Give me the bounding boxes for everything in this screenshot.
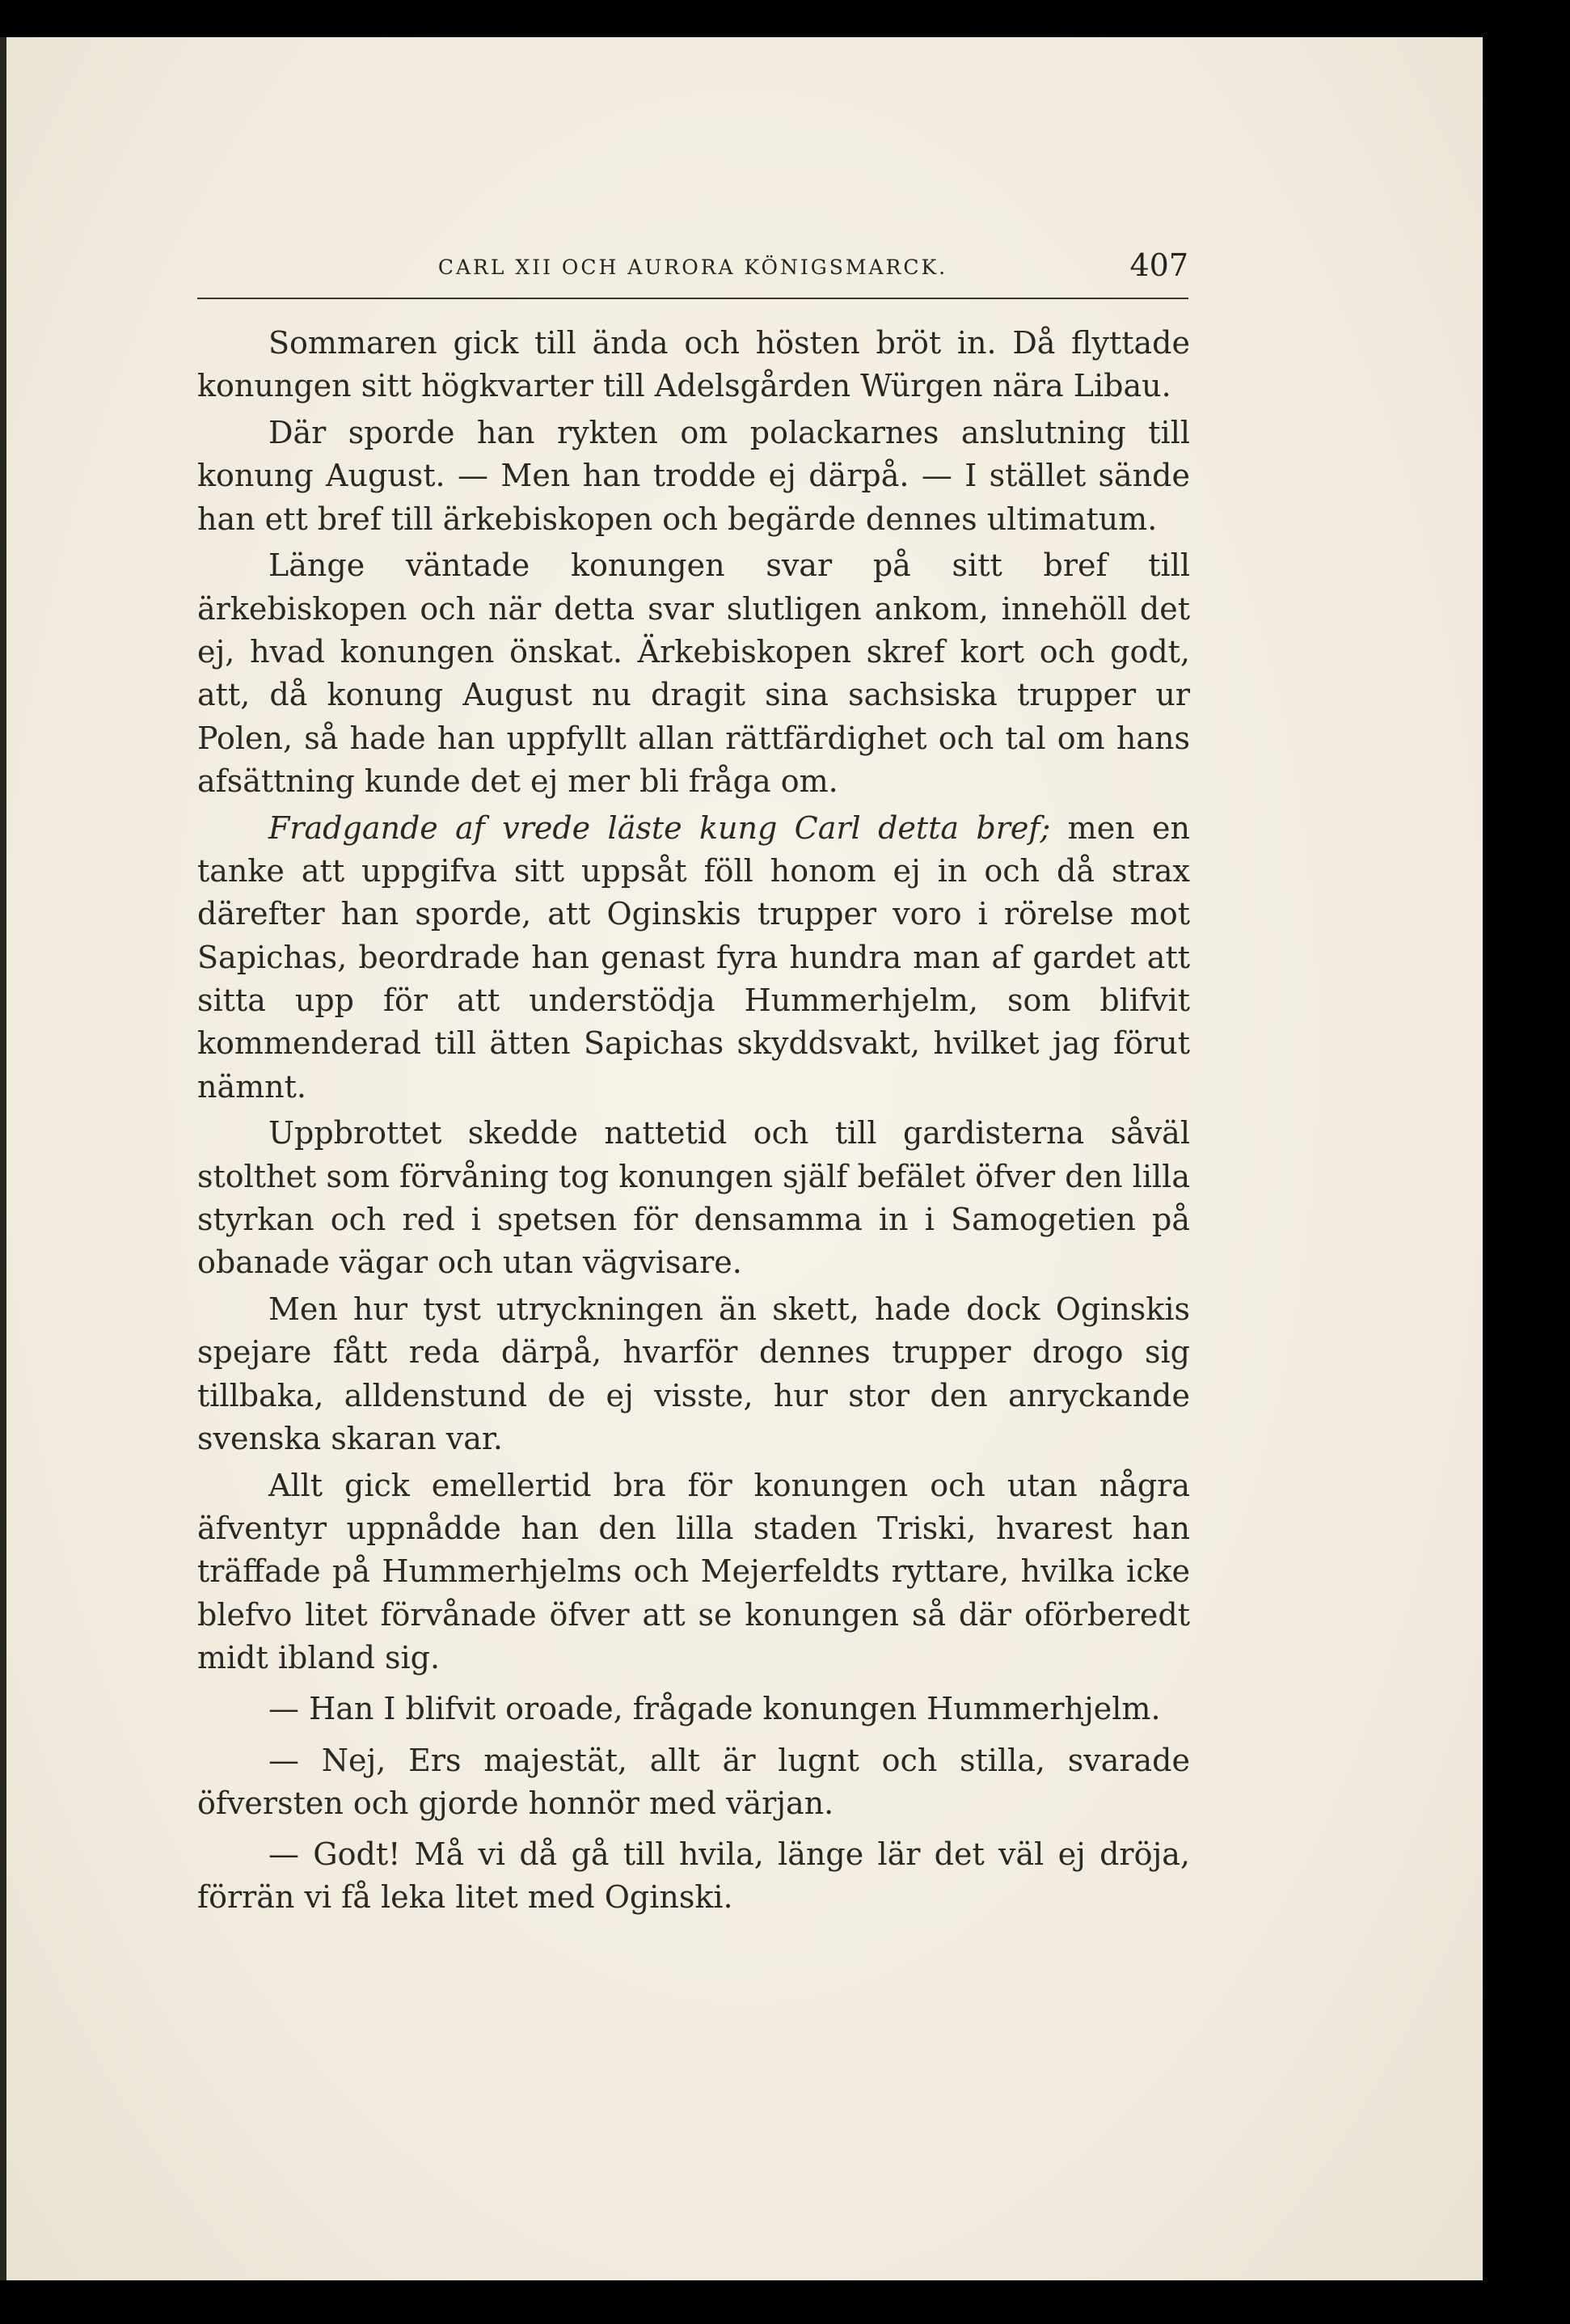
dialogue-line-3-text: — Godt! Må vi då gå till hvila, länge lär det väl ej dröja, förrän vi få leka litet med Oginski.	[197, 1836, 1190, 1916]
paragraph-1-text: Sommaren gick till ända och hösten bröt in. Då flyttade konungen sitt högkvarter till Adelsgården Würgen nära Libau.	[197, 325, 1190, 404]
running-head	[197, 247, 1188, 296]
paragraph-5	[197, 1112, 1190, 1284]
dialogue-line-2-text: — Nej, Ers majestät, allt är lugnt och stilla, svarade öfversten och gjorde honnör med värjan.	[197, 1742, 1190, 1821]
paragraph-7	[197, 1464, 1190, 1680]
dialogue-line-1-text: — Han I blifvit oroade, frågade konungen Hummerhjelm.	[268, 1691, 1161, 1727]
book-spine-edge	[0, 37, 6, 2280]
paragraph-6	[197, 1288, 1190, 1460]
dialogue-line-3	[197, 1833, 1190, 1920]
header-rule	[197, 298, 1188, 299]
paragraph-4-italic-lead: Fradgande af vrede läste kung Carl detta bref;	[268, 809, 1051, 846]
paragraph-2-text: Där sporde han rykten om polackarnes anslutning till konung August. — Men han trodde ej därpå. — I stället sände han ett bref till ärkebiskopen och begärde dennes ultimatum.	[197, 415, 1190, 537]
paragraph-2	[197, 412, 1190, 541]
dialogue-line-1	[197, 1688, 1190, 1730]
paragraph-5-text: Uppbrottet skedde nattetid och till gardisterna såväl stolthet som förvåning tog konungen själf befälet öfver den lilla styrkan och red i spetsen för densamma in i Samogetien på obanade vägar och utan vägvisare.	[197, 1115, 1190, 1281]
dialogue-line-2	[197, 1739, 1190, 1826]
body-text	[197, 322, 1190, 1920]
running-head-title: CARL XII OCH AURORA KÖNIGSMARCK.	[437, 256, 948, 279]
paragraph-3	[197, 544, 1190, 803]
paragraph-4	[197, 807, 1190, 1109]
paragraph-3-text: Länge väntade konungen svar på sitt bref till ärkebiskopen och när detta svar slutligen ankom, innehöll det ej, hvad konungen önskat. Ärkebiskopen skref kort och godt, att, då konung August nu dragit sina sachsiska trupper ur Polen, så hade han uppfyllt allan rättfärdighet och tal om hans afsättning kunde det ej mer bli fråga om.	[197, 547, 1190, 799]
paragraph-7-text: Allt gick emellertid bra för konungen och utan några äfventyr uppnådde han den lilla staden Triski, hvarest han träffade på Hummerhjelms och Mejerfeldts ryttare, hvilka icke blefvo litet förvånade öfver att se konungen så där oförberedt midt ibland sig.	[197, 1467, 1190, 1675]
paragraph-4-text: men en tanke att uppgifva sitt uppsåt föll honom ej in och då strax därefter han sporde, att Oginskis trupper voro i rörelse mot Sapichas, beordrade han genast fyra hundra man af gardet att sitta upp för att understödja Hummerhjelm, som blifvit kommenderad till ätten Sapichas skyddsvakt, hvilket jag förut nämnt.	[197, 809, 1190, 1105]
paragraph-6-text: Men hur tyst utryckningen än skett, hade dock Oginskis spejare fått reda därpå, hvarför dennes trupper drogo sig tillbaka, alldenstund de ej visste, hur stor den anryckande svenska skaran var.	[197, 1291, 1190, 1456]
page-number: 407	[1129, 247, 1188, 283]
paragraph-1	[197, 322, 1190, 408]
